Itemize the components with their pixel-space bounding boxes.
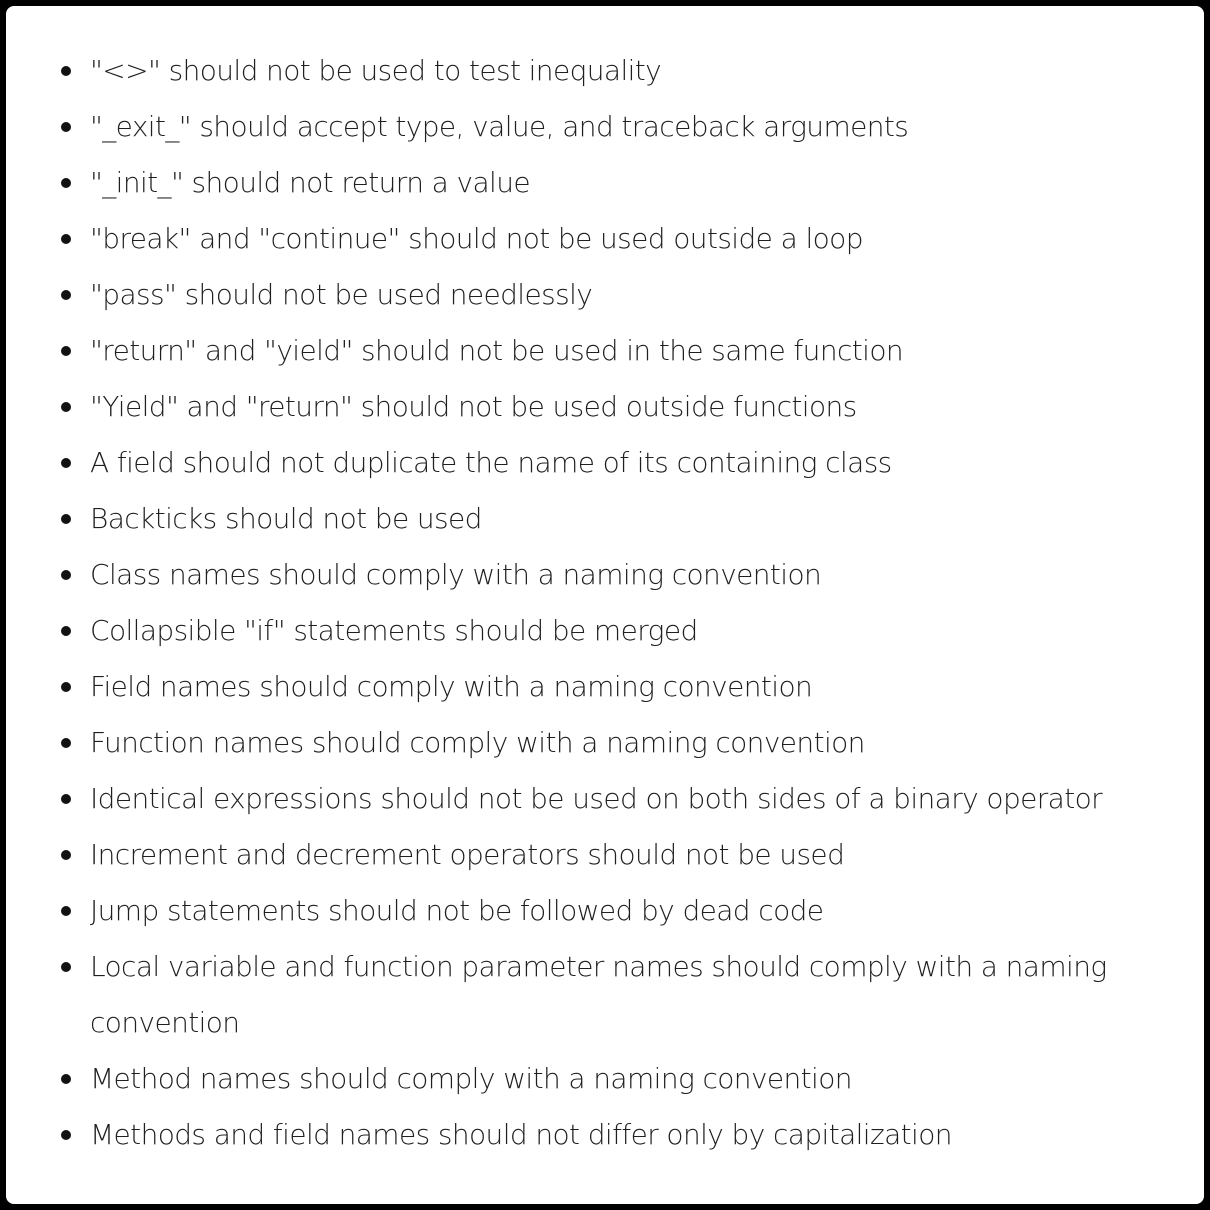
list-item: [90, 659, 1150, 715]
list-item: [90, 603, 1150, 659]
bullet-icon: [61, 122, 71, 132]
list-item: [90, 43, 1150, 99]
bullet-icon: [61, 626, 71, 636]
bullet-icon: [61, 66, 71, 76]
bullet-icon: [61, 682, 71, 692]
bullet-icon: [61, 570, 71, 580]
rule-text: "_init_" should not return a value: [90, 166, 531, 199]
bullet-icon: [61, 402, 71, 412]
list-item: [90, 155, 1150, 211]
bullet-icon: [61, 290, 71, 300]
list-item: [90, 1107, 1150, 1163]
bullet-icon: [61, 1074, 71, 1084]
list-item: [90, 547, 1150, 603]
rule-text: "break" and "continue" should not be used outside a loop: [90, 222, 863, 255]
rule-text: Class names should comply with a naming convention: [90, 558, 822, 591]
bullet-icon: [61, 794, 71, 804]
list-item: [90, 715, 1150, 771]
rule-text: Local variable and function parameter names should comply with a naming convention: [90, 950, 1107, 1039]
bullet-icon: [61, 514, 71, 524]
rule-text: "return" and "yield" should not be used in the same function: [90, 334, 903, 367]
rule-text: Backticks should not be used: [90, 502, 482, 535]
rule-text: Collapsible "if" statements should be merged: [90, 614, 698, 647]
bullet-icon: [61, 962, 71, 972]
bullet-icon: [61, 850, 71, 860]
rule-text: Methods and field names should not differ only by capitalization: [90, 1118, 952, 1151]
list-item: [90, 379, 1150, 435]
rule-text: "pass" should not be used needlessly: [90, 278, 593, 311]
list-item: [90, 883, 1150, 939]
list-item: [90, 491, 1150, 547]
rule-text: Increment and decrement operators should not be used: [90, 838, 845, 871]
rule-text: A field should not duplicate the name of its containing class: [90, 446, 892, 479]
bullet-icon: [61, 738, 71, 748]
rule-list: [6, 6, 1150, 1163]
list-item: [90, 1051, 1150, 1107]
list-item: [90, 827, 1150, 883]
bullet-icon: [61, 458, 71, 468]
bullet-icon: [61, 234, 71, 244]
rule-text: "<>" should not be used to test inequality: [90, 54, 662, 87]
list-item: [90, 435, 1150, 491]
list-item: [90, 771, 1150, 827]
list-item: [90, 99, 1150, 155]
list-item: [90, 267, 1150, 323]
bullet-icon: [61, 178, 71, 188]
rule-text: Method names should comply with a naming convention: [90, 1062, 852, 1095]
rule-text: Function names should comply with a naming convention: [90, 726, 865, 759]
bullet-icon: [61, 906, 71, 916]
rule-text: Identical expressions should not be used on both sides of a binary operator: [90, 782, 1103, 815]
rule-text: Jump statements should not be followed by dead code: [90, 894, 824, 927]
list-item: [90, 211, 1150, 267]
list-item: [90, 323, 1150, 379]
rule-text: "_exit_" should accept type, value, and traceback arguments: [90, 110, 909, 143]
bullet-icon: [61, 1130, 71, 1140]
rule-text: "Yield" and "return" should not be used outside functions: [90, 390, 857, 423]
bullet-icon: [61, 346, 71, 356]
rules-card: [6, 6, 1204, 1204]
list-item: [90, 939, 1150, 1051]
rule-text: Field names should comply with a naming convention: [90, 670, 813, 703]
